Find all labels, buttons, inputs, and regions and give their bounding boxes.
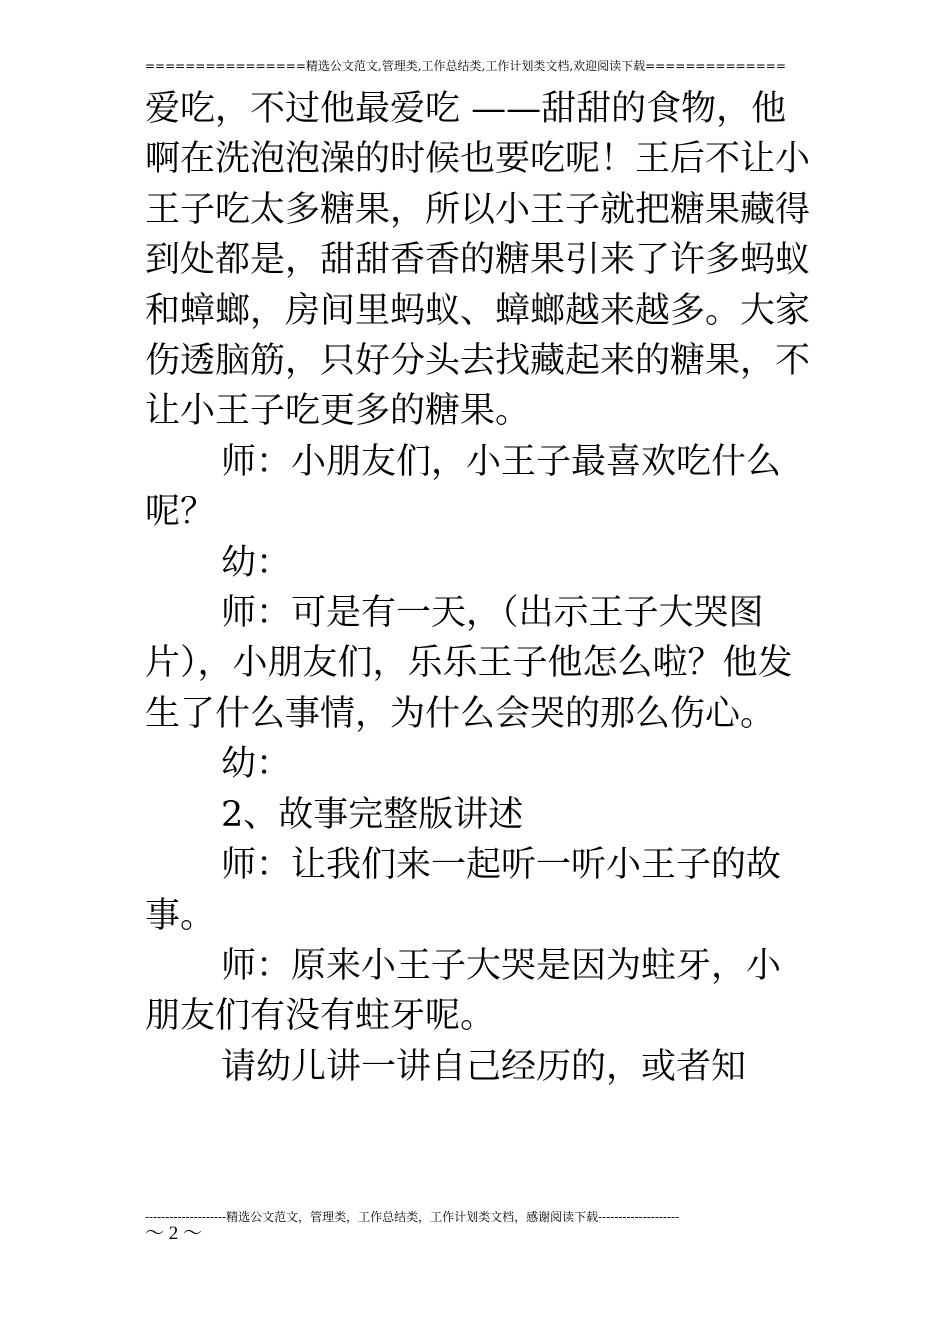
paragraph-child-answer-2: 幼： <box>221 744 292 785</box>
paragraph-children-share: 请幼儿讲一讲自己经历的，或者知 <box>221 1046 747 1087</box>
paragraph-teacher-listen: 师：让我们来一起听一听小王子的故事。 <box>145 845 782 936</box>
section-heading-full-story: 2、故事完整版讲述 <box>221 794 524 835</box>
paragraph-teacher-crying-prince: 师：可是有一天，（出示王子大哭图片），小朋友们，乐乐王子他怎么啦？他发生了什么事情，为什么会哭的那么伤心。 <box>145 593 793 734</box>
paragraph-teacher-question: 师：小朋友们，小王子最喜欢吃什么呢？ <box>145 441 782 533</box>
paragraph-child-answer: 幼： <box>221 542 292 583</box>
page-footer: --------------------精选公文范文，管理类，工作总结类，工作计划类文档，感谢阅读下载-------------------- <box>145 1210 680 1224</box>
paragraph-teacher-cavity: 师：原来小王子大哭是因为蛀牙，小朋友们有没有蛀牙呢。 <box>145 945 782 1037</box>
document-body <box>145 84 810 1092</box>
page-number: ～ 2 ～ <box>145 1223 203 1244</box>
page-header: ================精选公文范文,管理类,工作总结类,工作计划类文档,欢迎阅读下载============== <box>145 59 786 73</box>
paragraph-story-continued: 爱吃，不过他最爱吃 ——甜甜的食物，他啊在洗泡泡澡的时候也要吃呢！王后不让小王子吃太多糖果，所以小王子就把糖果藏得到处都是，甜甜香香的糖果引来了许多蚂蚁和蟑螂，房间里蚂蚁、蟑螂越来越多。大家伤透脑筋，只好分头去找藏起来的糖果，不让小王子吃更多的糖果。 <box>145 89 811 432</box>
